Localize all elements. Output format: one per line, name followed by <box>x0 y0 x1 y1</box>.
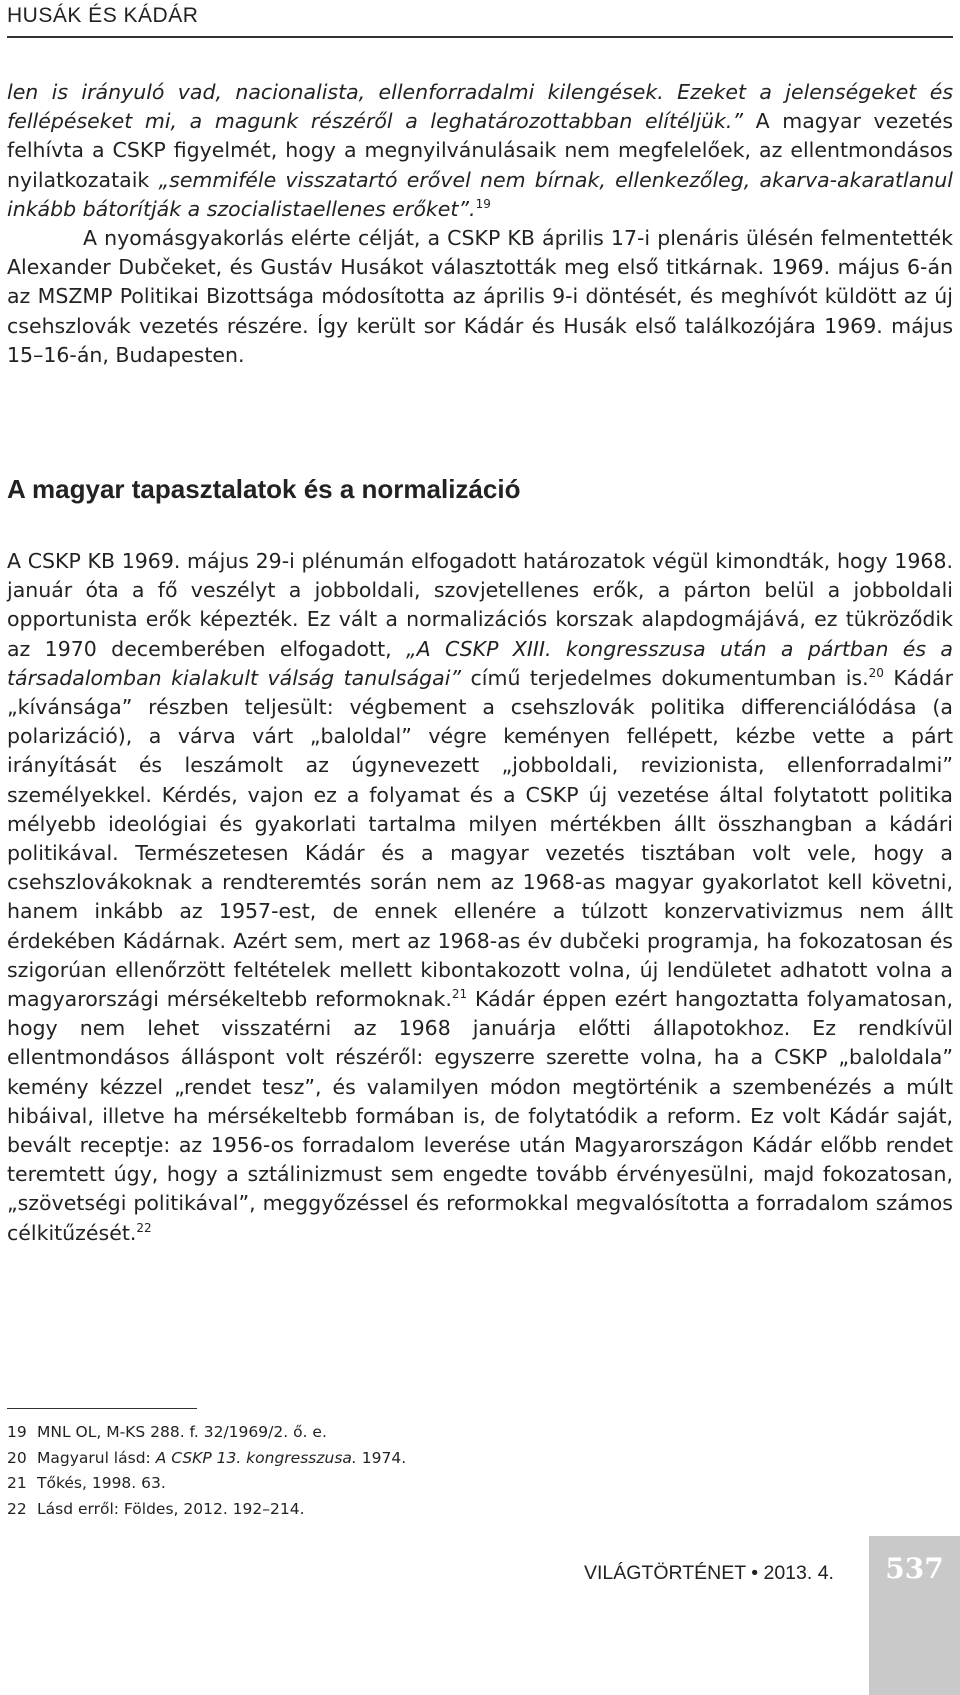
paragraph-2: A nyomásgyakorlás elérte célját, a CSKP KB április 17-i plenáris ülésén felmentették Alexander Dubčeket, és Gustáv Husákot választották meg első titkárnak. 1969. május 6-án az MSZMP Politikai Bizottsága módosította az április 9-i döntését, és meghívót küldött az új csehszlovák vezetés részére. Így került sor Kádár és Husák első találkozójára 1969. május 15–16-án, Budapesten. <box>7 226 953 367</box>
footnote-number: 20 <box>7 1448 27 1467</box>
footnote-text-part: MNL OL, M-KS 288. f. 32/1969/2. ő. e. <box>37 1423 327 1441</box>
footnote-text-part: 1974. <box>356 1448 407 1467</box>
section-title: A magyar tapasztalatok és a normalizáció <box>7 474 521 504</box>
footnote-item <box>7 1446 406 1472</box>
page-number-box <box>869 1536 960 1695</box>
text-span: A CSKP KB 1969. május 29-i plénumán elfogadott határozatok végül kimondták, hogy 1968. január óta a fő veszélyt a jobboldali, szovjetellenes erők, a párton belül a jobboldali opportunista erők képezték. Ez vált a normalizációs korszak alapdogmájává, ez tükröződik az 1970 decemberében elfogadott, <box>7 549 953 661</box>
footnote-ref-22[interactable]: 22 <box>136 1220 152 1235</box>
text-span: A magyar vezetés felhívta a CSKP figyelmét, hogy a megnyilvánulásaik nem megfelelőek, az ellentmondásos nyilatkozataik <box>7 109 953 192</box>
paragraph-3 <box>7 547 953 1248</box>
footnote-ref-21[interactable]: 21 <box>451 987 468 1002</box>
footnote-text-part: Tőkés, 1998. 63. <box>37 1474 166 1492</box>
body-text-top <box>7 78 953 370</box>
footnote-text <box>37 1471 166 1497</box>
footnote-number: 19 <box>7 1423 27 1441</box>
quote-italic-2: „semmiféle visszatartó erővel nem bírnak, ellenkezőleg, akarva-akaratlanul inkább bátorítják a szocialistaellenes erőket”. <box>7 167 953 221</box>
text-span: Kádár éppen ezért hangoztatta folyamatosan, hogy nem lehet visszatérni az 1968 januárja előtti állapotokhoz. Ez rendkívül ellentmondásos álláspont volt részéről: egyszerre szerette volna, ha a CSKP „baloldala” kemény kézzel „rendet tesz”, és valamilyen módon megtörténik a szembenézés a múlt hibáival, illetve ha mérsékeltebb formában is, de folytatódik a reform. Ez volt Kádár saját, bevált receptje: az 1956-os forradalom leverése után Magyarországon Kádár előbb rendet teremtett úgy, hogy a sztálinizmust sem engedte tovább érvényesülni, majd fokozatosan, „szövetségi politikával”, meggyőzéssel és reformokkal megvalósította a forradalom számos célkitűzését. <box>7 987 953 1245</box>
footnote-item <box>7 1471 406 1497</box>
footnote-number: 21 <box>7 1474 27 1492</box>
page-number: 537 <box>885 1552 944 1585</box>
footnote-text <box>37 1497 305 1523</box>
footnote-ref-20[interactable]: 20 <box>868 665 884 680</box>
footnote-text <box>37 1446 406 1472</box>
quote-italic-1: len is irányuló vad, nacionalista, ellenforradalmi kilengések. Ezeket a jelenségeket és fellépéseket mi, a magunk részéről a leghatározottabban elítéljük.” <box>7 80 953 134</box>
document-title-italic: „A CSKP XIII. kongresszusa után a pártban és a társadalomban kialakult válság tanulságai” <box>7 636 953 690</box>
footnotes <box>7 1420 406 1522</box>
footnote-ref-19[interactable]: 19 <box>475 196 491 211</box>
text-span: című terjedelmes dokumentumban is. <box>461 665 869 690</box>
header-rule <box>7 36 953 38</box>
footnote-item <box>7 1497 406 1523</box>
running-head: HUSÁK ÉS KÁDÁR <box>7 4 199 27</box>
footnote-italic-title: A CSKP 13. kongresszusa. <box>155 1448 357 1467</box>
footnote-text <box>37 1420 327 1446</box>
body-text-bottom <box>7 547 953 1248</box>
journal-footer: VILÁGTÖRTÉNET • 2013. 4. <box>584 1562 834 1584</box>
footnote-text-part: Magyarul lásd: <box>37 1448 156 1467</box>
footnote-text-part: Lásd erről: Földes, 2012. 192–214. <box>37 1499 305 1518</box>
paragraph-1 <box>7 78 953 224</box>
footnote-item <box>7 1420 406 1446</box>
footnote-number: 22 <box>7 1499 27 1518</box>
text-span: Kádár „kívánsága” részben teljesült: végbement a csehszlovák politika differenciálódása (a polarizáció), a várva várt „baloldal” végre keményen fellépett, kézbe vette a párt irányítását és leszámolt az úgynevezett „jobboldali, revizionista, ellenforradalmi” személyekkel. Kérdés, vajon ez a folyamat és a CSKP új vezetése által folytatott politika mélyebb ideológiai és gyakorlati tartalma milyen mértékben állt összhangban a kádári politikával. Természetesen Kádár és a magyar vezetés tisztában volt vele, hogy a csehszlovákoknak a rendteremtés során nem az 1968-as magyar gyakorlatot kell követni, hanem inkább az 1957-est, de ennek ellenére a túlzott konzervativizmus nem állt érdekében Kádárnak. Azért sem, mert az 1968-as év dubčeki programja, ha fokozatosan és szigorúan ellenőrzött feltételek mellett kibontakozott volna, új lendületet adhatott volna a magyarországi mérsékeltebb reformoknak. <box>7 665 953 1012</box>
footnote-rule <box>7 1408 197 1409</box>
